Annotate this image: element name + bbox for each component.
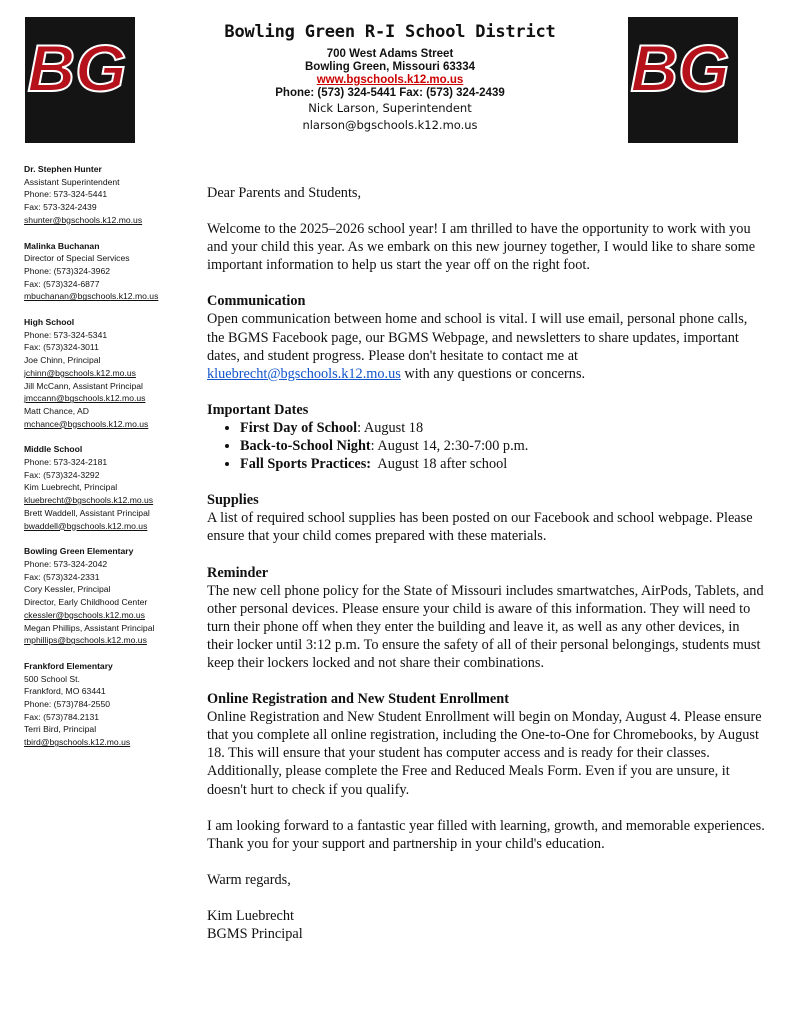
director-title: Director, Early Childhood Center [24, 597, 148, 608]
contact-buchanan [24, 240, 184, 304]
contact-phone: Phone: (573)324-3962 [24, 265, 111, 276]
school-name: High School [24, 317, 75, 328]
letter-signoff: Warm regards, [207, 871, 291, 888]
svg-text:BG: BG [27, 31, 127, 105]
contact-email-link[interactable]: kluebrecht@bgschools.k12.mo.us [24, 495, 154, 506]
assistant-principal-name: Jill McCann, Assistant Principal [24, 380, 143, 391]
important-dates-section [207, 401, 767, 473]
contact-phone: Phone: 573-324-5341 [24, 329, 108, 340]
letter-greeting: Dear Parents and Students, [207, 185, 362, 201]
school-address: 500 School St. [24, 673, 80, 684]
section-heading: Online Registration and New Student Enrollment [207, 691, 509, 708]
school-name: Frankford Elementary [24, 660, 113, 671]
superintendent-email: nlarson@bgschools.k12.mo.us [302, 118, 478, 132]
date-value: August 18 after school [371, 456, 508, 473]
contact-email-link[interactable]: tbird@bgschools.k12.mo.us [24, 737, 131, 748]
communication-tail: with any questions or concerns. [400, 365, 586, 382]
date-label: Back-to-School Night [240, 438, 371, 455]
contact-fax: Fax: (573)324-6877 [24, 278, 100, 289]
district-logo-right [628, 17, 738, 143]
school-name: Bowling Green Elementary [24, 546, 134, 557]
contact-title: Director of Special Services [24, 253, 130, 264]
school-name: Middle School [24, 444, 83, 455]
contact-phone: Phone: 573-324-2042 [24, 558, 108, 569]
contact-fax: Fax: 573-324-2439 [24, 202, 97, 213]
district-address: 700 West Adams Street [326, 48, 454, 60]
principal-email-link[interactable]: kluebrecht@bgschools.k12.mo.us [207, 365, 401, 382]
contact-phone: Phone: 573-324-2181 [24, 457, 108, 468]
district-name: Bowling Green R-I School District [224, 22, 556, 42]
principal-name: Kim Luebrecht, Principal [24, 482, 118, 493]
communication-text: Open communication between home and school is vital. I will use email, personal phone calls, the BGMS Facebook page, our BGMS Webpage, and newsletters to share updates, important dates, and student progress. Please don't hesitate to contact me at [207, 311, 748, 364]
contact-fax: Fax: (573)324-3292 [24, 469, 100, 480]
list-item [240, 455, 767, 473]
contact-hunter [24, 163, 184, 227]
section-body [207, 310, 767, 382]
date-label: Fall Sports Practices: [240, 456, 372, 473]
contact-phone: Phone: (573)784-2550 [24, 699, 111, 710]
section-body: The new cell phone policy for the State of Missouri includes smartwatches, AirPods, Tablets, and other personal devices. Please ensure your child is aware of this information. They will need to turn their phone off when they enter the building and leave it, as well as any other devices, in their locker until 3:12 p.m. To ensure the safety of all of their personal belongings, students must keep their lockers locked and not share their combinations. [207, 582, 764, 671]
athletic-director-name: Matt Chance, AD [24, 405, 89, 416]
principal-name: Cory Kessler, Principal [24, 584, 111, 595]
contact-email-link[interactable]: jmccann@bgschools.k12.mo.us [24, 393, 146, 404]
principal-name: Terri Bird, Principal [24, 724, 97, 735]
contact-frankford [24, 660, 184, 749]
contact-fax: Fax: (573)784.2131 [24, 711, 100, 722]
section-body: A list of required school supplies has been posted on our Facebook and school webpage. Please ensure that your child comes prepared with these materials. [207, 510, 753, 545]
date-label: First Day of School [240, 419, 358, 436]
superintendent-name: Nick Larson, Superintendent [308, 101, 472, 115]
school-city: Frankford, MO 63441 [24, 686, 106, 697]
section-heading: Communication [207, 293, 306, 310]
dates-list [207, 419, 767, 473]
contact-name: Dr. Stephen Hunter [24, 164, 102, 174]
registration-section [207, 690, 767, 799]
bg-logo-graphic [628, 17, 738, 143]
date-value: : August 18 [357, 419, 424, 436]
contact-name: Malinka Buchanan [24, 240, 100, 251]
principal-name: Joe Chinn, Principal [24, 355, 101, 366]
svg-text:BG: BG [630, 31, 730, 105]
contact-fax: Fax: (573)324-3011 [24, 342, 99, 353]
communication-section [207, 292, 767, 382]
section-body: Online Registration and New Student Enrollment will begin on Monday, August 4. Please ensure that you complete all online registration, including the One-to-One for Chromebooks, by August 18. This will ensure that your student has computer access and is ready for their classes. Additionally, please complete the Free and Reduced Meals Form. Even if you are unsure, it doesn't hurt to check if you qualify. [207, 709, 762, 798]
section-heading: Reminder [207, 564, 269, 581]
signer-title: BGMS Principal [207, 926, 303, 942]
letterhead [180, 22, 600, 134]
contact-phone: Phone: 573-324-5441 [24, 189, 108, 200]
district-logo-left [25, 17, 135, 143]
list-item [240, 437, 767, 455]
list-item [240, 419, 767, 437]
district-phone-fax: Phone: (573) 324-5441 Fax: (573) 324-2439 [275, 87, 505, 99]
section-heading: Important Dates [207, 401, 309, 418]
letter-intro: Welcome to the 2025–2026 school year! I am thrilled to have the opportunity to work with you and your child this year. As we embark on this new journey together, I would like to share some important information to help us start the year off on the right foot. [207, 221, 756, 274]
contact-email-link[interactable]: mbuchanan@bgschools.k12.mo.us [24, 291, 159, 302]
district-city-state: Bowling Green, Missouri 63334 [305, 61, 475, 73]
contact-email-link[interactable]: ckessler@bgschools.k12.mo.us [24, 609, 145, 620]
assistant-principal-name: Brett Waddell, Assistant Principal [24, 507, 150, 518]
reminder-section [207, 564, 767, 673]
supplies-section [207, 491, 767, 545]
section-heading: Supplies [207, 492, 259, 509]
contact-email-link[interactable]: jchinn@bgschools.k12.mo.us [24, 367, 136, 378]
date-value: : August 14, 2:30-7:00 p.m. [370, 438, 529, 455]
contact-email-link[interactable]: mphillips@bgschools.k12.mo.us [24, 635, 147, 646]
contact-email-link[interactable]: bwaddell@bgschools.k12.mo.us [24, 520, 148, 531]
contact-high-school [24, 316, 184, 430]
contact-email-link[interactable]: shunter@bgschools.k12.mo.us [24, 214, 143, 225]
signer-name: Kim Luebrecht [207, 907, 294, 924]
contact-email-link[interactable]: mchance@bgschools.k12.mo.us [24, 418, 149, 429]
contact-elementary [24, 545, 184, 647]
contact-title: Assistant Superintendent [24, 176, 120, 187]
contact-middle-school [24, 443, 184, 532]
letter-closing: I am looking forward to a fantastic year filled with learning, growth, and memorable experiences. Thank you for your support and partnership in your child's education. [207, 817, 765, 852]
contact-fax: Fax: (573)324-2331 [24, 571, 100, 582]
assistant-principal-name: Megan Phillips, Assistant Principal [24, 622, 155, 633]
letter-body [207, 184, 767, 943]
bg-logo-graphic [25, 17, 135, 143]
staff-directory-sidebar [24, 163, 184, 762]
district-website-link[interactable]: www.bgschools.k12.mo.us [316, 74, 464, 86]
